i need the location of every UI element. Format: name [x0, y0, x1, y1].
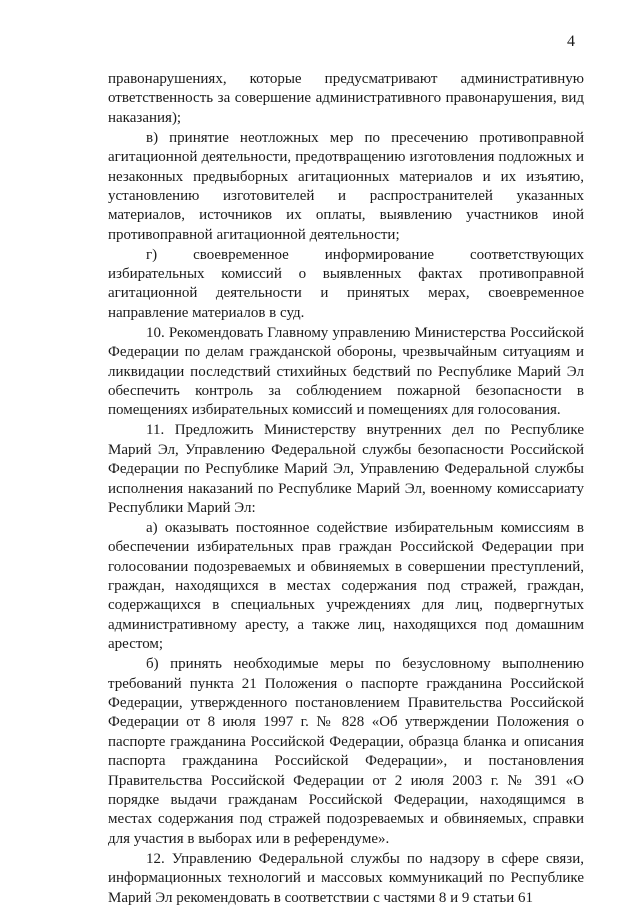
- paragraph-10: 10. Рекомендовать Главному управлению Министерства Российской Федерации по делам гражданской обороны, чрезвычайным ситуациям и ликвидации последствий стихийных бедствий по Республике Марий Эл обеспечить контроль за соблюдением пожарной безопасности в помещениях избирательных комиссий и помещениях для голосования.: [108, 324, 584, 419]
- document-body: [108, 70, 584, 908]
- paragraph-12: 12. Управлению Федеральной службы по надзору в сфере связи, информационных технологий и массовых коммуникаций по Республике Марий Эл рекомендовать в соответствии с частями 8 и 9 статьи 61: [108, 850, 584, 906]
- paragraph-item-b: б) принять необходимые меры по безусловному выполнению требований пункта 21 Положения о паспорте гражданина Российской Федерации, утвержденного постановлением Правительства Российской Федерации от 8 июля 1997 г. № 828 «Об утверждении Положения о паспорте гражданина Российской Федерации, образца бланка и описания паспорта гражданина Российской Федерации», и постановления Правительства Российской Федерации от 2 июля 2003 г. № 391 «О порядке выдачи гражданам Российской Федерации, находящимся в местах содержания под стражей подозреваемых и обвиняемых, справки для участия в выборах или в референдуме».: [108, 656, 584, 847]
- paragraph-item-a: а) оказывать постоянное содействие избирательным комиссиям в обеспечении избирательных прав граждан Российской Федерации при голосовании подозреваемых и обвиняемых в совершении преступлений, граждан, находящихся в местах содержания под стражей, граждан, содержащихся в специальных учреждениях для лиц, подвергнутых административному аресту, а также лиц, находящихся под домашним арестом;: [108, 519, 584, 653]
- paragraph-item-g: г) своевременное информирование соответствующих избирательных комиссий о выявленных фактах противоправной агитационной деятельности и принятых мерах, своевременное направление материалов в суд.: [108, 246, 584, 321]
- page-number: 4: [567, 33, 575, 50]
- paragraph-continuation: правонарушениях, которые предусматривают административную ответственность за совершение административного правонарушения, вид наказания);: [108, 71, 584, 126]
- paragraph-item-v: в) принятие неотложных мер по пресечению противоправной агитационной деятельности, предотвращению изготовления подложных и незаконных предвыборных агитационных материалов и их изъятию, установлению изготовителей и распространителей указанных материалов, источников их оплаты, выявлению участников иной противоправной агитационной деятельности;: [108, 129, 584, 243]
- paragraph-11: 11. Предложить Министерству внутренних дел по Республике Марий Эл, Управлению Федеральной службы безопасности Российской Федерации по Республике Марий Эл, Управлению Федеральной службы исполнения наказаний по Республике Марий Эл, военному комиссариату Республики Марий Эл:: [108, 422, 584, 516]
